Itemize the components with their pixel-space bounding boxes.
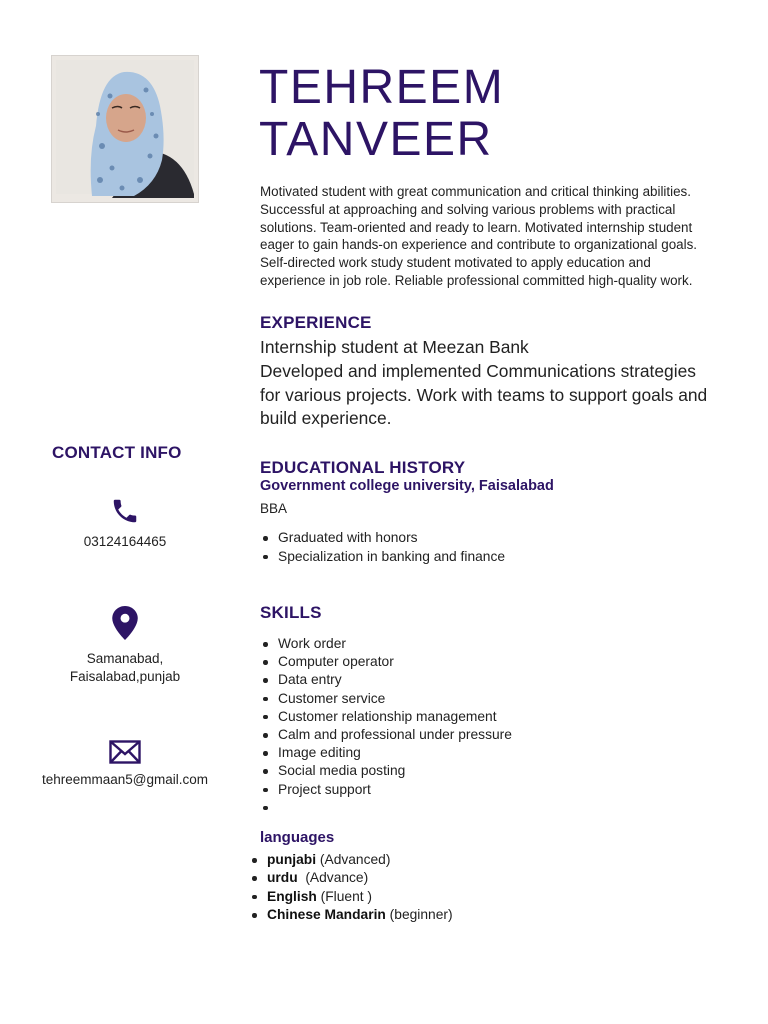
- list-item: Image editing: [260, 744, 512, 762]
- list-item: Data entry: [260, 671, 512, 689]
- envelope-icon: [109, 740, 141, 769]
- contact-address: Samanabad, Faisalabad,punjab: [69, 651, 181, 684]
- education-heading: EDUCATIONAL HISTORY: [260, 458, 466, 477]
- contact-email: tehreemmaan5@gmail.com: [41, 772, 209, 787]
- experience-description: Developed and implemented Communications strategies for various projects. Work with teams to support goals and build experience.: [260, 360, 708, 429]
- experience-role: Internship student at Meezan Bank: [260, 337, 529, 357]
- language-level: (beginner): [385, 907, 453, 923]
- list-item: Specialization in banking and finance: [260, 548, 505, 567]
- education-school: Government college university, Faisalabad: [260, 478, 554, 494]
- language-name: Chinese Mandarin: [267, 907, 386, 923]
- list-item: Work order: [260, 635, 512, 653]
- language-level: (Fluent ): [316, 888, 373, 904]
- list-item: Customer service: [260, 690, 512, 708]
- list-item: [249, 869, 453, 887]
- list-item: Calm and professional under pressure: [260, 726, 512, 744]
- skills-heading: SKILLS: [260, 603, 322, 622]
- location-pin-icon: [112, 606, 138, 645]
- languages-heading: languages: [260, 829, 335, 846]
- skills-list: [260, 635, 512, 817]
- language-level: (Advance): [297, 870, 369, 886]
- list-item: Computer operator: [260, 653, 512, 671]
- education-points: [260, 529, 505, 566]
- experience-heading: EXPERIENCE: [260, 313, 372, 332]
- list-item: Social media posting: [260, 762, 512, 780]
- phone-icon: [110, 496, 140, 531]
- contact-phone: 03124164465: [83, 534, 167, 549]
- list-item: [249, 906, 453, 924]
- languages-list: [249, 851, 453, 925]
- language-name: English: [267, 888, 317, 904]
- profile-photo: [52, 56, 198, 202]
- list-item: [249, 888, 453, 906]
- first-name: TEHREEM: [259, 61, 505, 114]
- language-level: (Advanced): [316, 852, 391, 867]
- candidate-name: [259, 62, 504, 166]
- list-item: Graduated with honors: [260, 529, 505, 548]
- last-name: TANVEER: [259, 113, 493, 166]
- education-degree: BBA: [260, 501, 288, 516]
- contact-heading: CONTACT INFO: [52, 443, 182, 462]
- list-item: [249, 851, 453, 869]
- experience-body: [260, 336, 720, 431]
- list-item: Project support: [260, 781, 512, 799]
- profile-summary: Motivated student with great communication and critical thinking abilities. Successful at approaching and solving various problems with practical solutions. Team-oriented and ready to learn. Motivated internship student eager to gain hands-on experience and contribute to organizational goals. Self-directed work study student motivated to apply education and experience in job role. Reliable professional committed high-quality work.: [260, 184, 697, 288]
- language-name: punjabi: [267, 852, 317, 867]
- language-name: urdu: [267, 870, 298, 886]
- list-item: [260, 799, 512, 817]
- list-item: Customer relationship management: [260, 708, 512, 726]
